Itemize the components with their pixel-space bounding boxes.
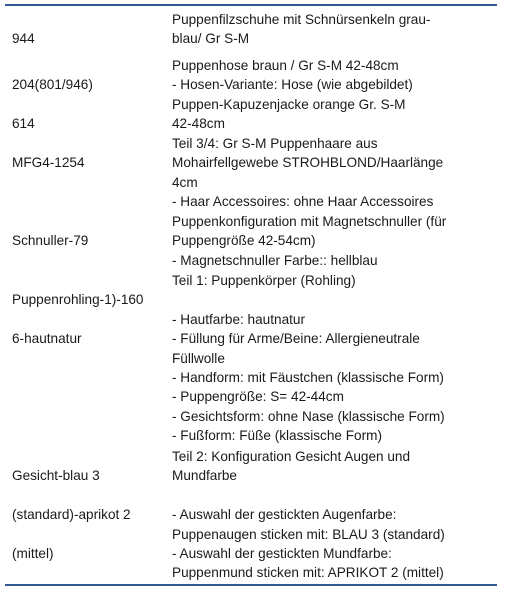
description-line: - Auswahl der gestickten Augenfarbe: bbox=[172, 507, 397, 523]
description-line: - Puppengröße: S= 42-44cm bbox=[172, 389, 344, 405]
description-cell bbox=[172, 134, 497, 212]
sku-cell bbox=[12, 271, 167, 368]
sku-line: Puppenrohling-1)-160 bbox=[12, 292, 144, 308]
description-cell bbox=[172, 95, 497, 134]
sku-line: MFG4-1254 bbox=[12, 155, 85, 171]
sku-line: 944 bbox=[12, 31, 35, 47]
description-line: Puppenfilzschuhe mit Schnürsenkeln grau- bbox=[172, 12, 431, 27]
bottom-rule bbox=[5, 584, 497, 586]
description-cell bbox=[172, 271, 497, 446]
description-line: - Hosen-Variante: Hose (wie abgebildet) bbox=[172, 77, 413, 93]
description-cell bbox=[172, 56, 497, 95]
sku-cell bbox=[12, 447, 167, 583]
description-line: Puppenhose braun / Gr S-M 42-48cm bbox=[172, 58, 399, 73]
sku-line: Gesicht-blau 3 bbox=[12, 468, 100, 484]
description-line: Puppenaugen sticken mit: BLAU 3 (standard) bbox=[172, 526, 445, 542]
description-line: - Handform: mit Fäustchen (klassische Form) bbox=[172, 370, 444, 386]
description-line: - Hautfarbe: hautnatur bbox=[172, 311, 305, 327]
description-line: Mundfarbe bbox=[172, 468, 237, 484]
sku-line: 6-hautnatur bbox=[12, 331, 82, 347]
description-line: Teil 3/4: Gr S-M Puppenhaare aus bbox=[172, 136, 378, 151]
description-line: Teil 2: Konfiguration Gesicht Augen und bbox=[172, 449, 411, 464]
description-line: Puppenkonfiguration mit Magnetschnuller (für bbox=[172, 214, 447, 229]
description-cell bbox=[172, 212, 497, 270]
description-line: - Auswahl der gestickten Mundfarbe: bbox=[172, 546, 392, 562]
sku-line: Schnuller-79 bbox=[12, 233, 89, 249]
description-cell bbox=[172, 447, 497, 583]
description-line: Teil 1: Puppenkörper (Rohling) bbox=[172, 273, 356, 288]
description-line: Füllwolle bbox=[172, 350, 225, 366]
description-line: Puppengröße 42-54cm) bbox=[172, 233, 316, 249]
sku-line: (mittel) bbox=[12, 546, 54, 562]
description-line: blau/ Gr S-M bbox=[172, 31, 250, 47]
description-line: - Gesichtsform: ohne Nase (klassische Form) bbox=[172, 408, 445, 424]
sku-cell bbox=[12, 212, 167, 270]
description-line: - Füllung für Arme/Beine: Allergieneutrale bbox=[172, 331, 420, 347]
description-spacer bbox=[172, 486, 497, 505]
description-line: - Magnetschnuller Farbe:: hellblau bbox=[172, 252, 378, 268]
description-line: - Haar Accessoires: ohne Haar Accessoires bbox=[172, 194, 434, 210]
top-rule bbox=[5, 4, 497, 6]
sku-line: (standard)-aprikot 2 bbox=[12, 507, 131, 523]
description-line: 4cm bbox=[172, 174, 198, 190]
description-line: - Fußform: Füße (klassische Form) bbox=[172, 428, 382, 444]
description-line: 42-48cm bbox=[172, 116, 225, 132]
description-line: Puppen-Kapuzenjacke orange Gr. S-M bbox=[172, 97, 406, 112]
sku-line: 204(801/946) bbox=[12, 77, 93, 93]
sku-line: 614 bbox=[12, 116, 35, 132]
description-spacer bbox=[172, 290, 497, 309]
sku-cell bbox=[12, 134, 167, 192]
description-line: Puppenmund sticken mit: APRIKOT 2 (mittel) bbox=[172, 565, 444, 581]
description-line: Mohairfellgewebe STROHBLOND/Haarlänge bbox=[172, 155, 444, 171]
description-cell bbox=[172, 10, 497, 49]
